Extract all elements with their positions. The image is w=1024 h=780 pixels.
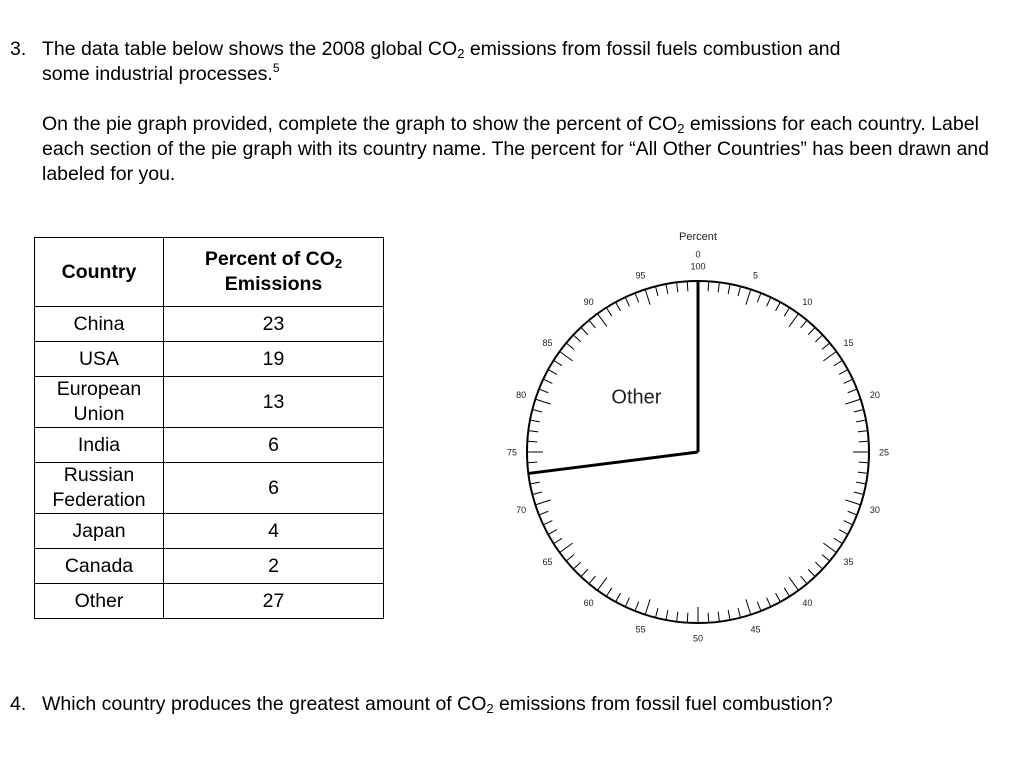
question-3-body [42, 37, 1010, 187]
tick-mark [834, 538, 842, 543]
tick-mark [859, 462, 869, 463]
tick-mark [738, 286, 740, 296]
tick-mark [606, 308, 611, 316]
tick-mark [666, 610, 668, 620]
scale-label: 65 [542, 556, 553, 567]
co2-emissions-table [34, 237, 384, 619]
tick-mark [616, 593, 621, 602]
tick-mark [848, 389, 857, 393]
tick-mark [573, 562, 580, 569]
percent-cell: 6 [164, 463, 384, 514]
tick-mark [746, 599, 751, 614]
country-cell: USA [35, 342, 164, 377]
tick-mark [535, 399, 550, 404]
tick-mark [808, 327, 815, 334]
tick-mark [677, 282, 678, 292]
scale-label: 80 [516, 390, 527, 401]
question-3 [10, 37, 1010, 187]
percent-cell: 27 [164, 584, 384, 619]
tick-mark [854, 492, 864, 494]
tick-mark [532, 492, 542, 494]
tick-mark [848, 511, 857, 515]
tick-mark [728, 284, 730, 294]
tick-mark [527, 441, 537, 442]
tick-mark [548, 530, 557, 535]
percent-cell: 13 [164, 377, 384, 428]
tick-mark [597, 314, 606, 327]
tick-mark [560, 543, 573, 552]
tick-mark [856, 482, 866, 484]
tick-mark [548, 370, 557, 375]
tick-mark [573, 335, 580, 342]
table-header-row [35, 238, 384, 307]
tick-mark [666, 284, 668, 294]
tick-mark [776, 302, 781, 311]
country-cell: China [35, 307, 164, 342]
tick-mark [789, 314, 798, 327]
country-cell: India [35, 428, 164, 463]
tick-mark [844, 379, 853, 383]
percent-cell: 6 [164, 428, 384, 463]
tick-mark [839, 530, 848, 535]
tick-mark [635, 602, 639, 611]
scale-label: 45 [750, 624, 761, 635]
tick-mark [687, 281, 688, 291]
tick-mark [839, 370, 848, 375]
tick-mark [528, 431, 538, 432]
question-4 [10, 692, 1010, 717]
tick-mark [823, 351, 836, 360]
tick-mark [687, 613, 688, 623]
tick-mark [566, 555, 574, 561]
tick-mark [822, 555, 830, 561]
pie-title: Percent [679, 231, 717, 243]
tick-mark [789, 577, 798, 590]
tick-mark [823, 543, 836, 552]
scale-label: 30 [869, 504, 880, 515]
country-cell: Canada [35, 549, 164, 584]
tick-mark [566, 343, 574, 349]
question-3-instructions: On the pie graph provided, complete the graph to show the percent of $CO_2$ emissions for each country. Label each section of the pie graph with its country name. The percent for “All Other Countries” has been drawn and labeled for you. [42, 113, 989, 185]
tick-mark [757, 293, 761, 302]
tick-mark [708, 281, 709, 291]
scale-label: 60 [583, 597, 594, 608]
percent-cell: 2 [164, 549, 384, 584]
tick-mark [535, 500, 550, 505]
tick-mark [543, 521, 552, 525]
tick-mark [539, 511, 548, 515]
scale-label: 95 [635, 270, 646, 281]
tick-mark [844, 521, 853, 525]
scale-label: 85 [542, 338, 553, 349]
tick-mark [581, 569, 588, 576]
tick-mark [532, 409, 542, 411]
tick-mark [728, 610, 730, 620]
tick-mark [757, 602, 761, 611]
table-row [35, 549, 384, 584]
pie-graph-svg [480, 222, 940, 682]
tick-mark [746, 289, 751, 304]
question-4-body: Which country produces the greatest amount of $CO_2$ emissions from fossil fuel combustion? [42, 693, 833, 716]
tick-mark [854, 409, 864, 411]
country-cell: Other [35, 584, 164, 619]
scale-label: 90 [583, 297, 594, 308]
tick-mark [645, 599, 650, 614]
tick-mark [815, 335, 822, 342]
country-cell: European Union [35, 377, 164, 428]
scale-label: 50 [692, 633, 704, 644]
country-cell: Russian Federation [35, 463, 164, 514]
tick-mark [677, 612, 678, 622]
tick-mark [845, 500, 860, 505]
tick-mark [834, 360, 842, 365]
tick-mark [858, 431, 868, 432]
country-cell: Japan [35, 514, 164, 549]
tick-mark [859, 441, 869, 442]
percent-cell: 23 [164, 307, 384, 342]
table-row [35, 342, 384, 377]
tick-mark [554, 360, 562, 365]
table-row [35, 514, 384, 549]
tick-mark [708, 613, 709, 623]
tick-mark [530, 420, 540, 422]
tick-mark [554, 538, 562, 543]
tick-mark [815, 562, 822, 569]
tick-mark [616, 302, 621, 311]
scale-label: 15 [843, 338, 854, 349]
tick-mark [784, 588, 789, 596]
tick-mark [635, 293, 639, 302]
header-percent: Percent of $CO_2$ Emissions [164, 238, 384, 307]
tick-mark [822, 343, 830, 349]
tick-mark [655, 608, 657, 618]
scale-label: 75 [506, 447, 518, 458]
pie-graph [480, 222, 940, 682]
slice-boundary [528, 452, 698, 473]
scale-label: 20 [869, 390, 880, 401]
tick-mark [625, 297, 629, 306]
tick-mark [530, 482, 540, 484]
tick-mark [801, 576, 807, 584]
tick-mark [738, 608, 740, 618]
scale-label: 10 [802, 297, 813, 308]
question-4-number: 4. [10, 693, 27, 715]
tick-mark [527, 462, 537, 463]
tick-mark [845, 399, 860, 404]
scale-label: 25 [878, 447, 890, 458]
scale-label: 40 [802, 597, 813, 608]
question-3-number: 3. [10, 38, 27, 60]
tick-mark [718, 612, 719, 622]
tick-mark [784, 308, 789, 316]
scale-label: 35 [843, 556, 854, 567]
scale-label: 0 [695, 249, 701, 260]
question-3-intro: The data table below shows the 2008 global $CO_2$ emissions from fossil fuels combustion and some industrial processes.$^5$ [42, 38, 841, 85]
scale-label: 70 [516, 504, 527, 515]
table-row [35, 463, 384, 514]
table-row [35, 307, 384, 342]
tick-mark [718, 282, 719, 292]
tick-mark [808, 569, 815, 576]
header-country: Country [35, 238, 164, 307]
tick-mark [776, 593, 781, 602]
percent-cell: 4 [164, 514, 384, 549]
tick-mark [858, 472, 868, 473]
scale-label: 55 [635, 624, 646, 635]
tick-mark [645, 289, 650, 304]
tick-mark [856, 420, 866, 422]
table-row [35, 428, 384, 463]
scale-label: 100 [690, 261, 706, 272]
tick-mark [589, 320, 595, 328]
scale-label: 5 [752, 270, 758, 281]
tick-mark [801, 320, 807, 328]
tick-mark [625, 598, 629, 607]
tick-mark [597, 577, 606, 590]
table-row [35, 377, 384, 428]
tick-mark [539, 389, 548, 393]
tick-mark [560, 351, 573, 360]
tick-mark [767, 297, 771, 306]
percent-cell: 19 [164, 342, 384, 377]
tick-mark [581, 327, 588, 334]
tick-mark [767, 598, 771, 607]
table-row [35, 584, 384, 619]
tick-mark [655, 286, 657, 296]
footnote-marker: 5 [272, 61, 280, 75]
tick-mark [589, 576, 595, 584]
slice-label: Other [611, 386, 662, 409]
tick-mark [543, 379, 552, 383]
tick-mark [606, 588, 611, 596]
